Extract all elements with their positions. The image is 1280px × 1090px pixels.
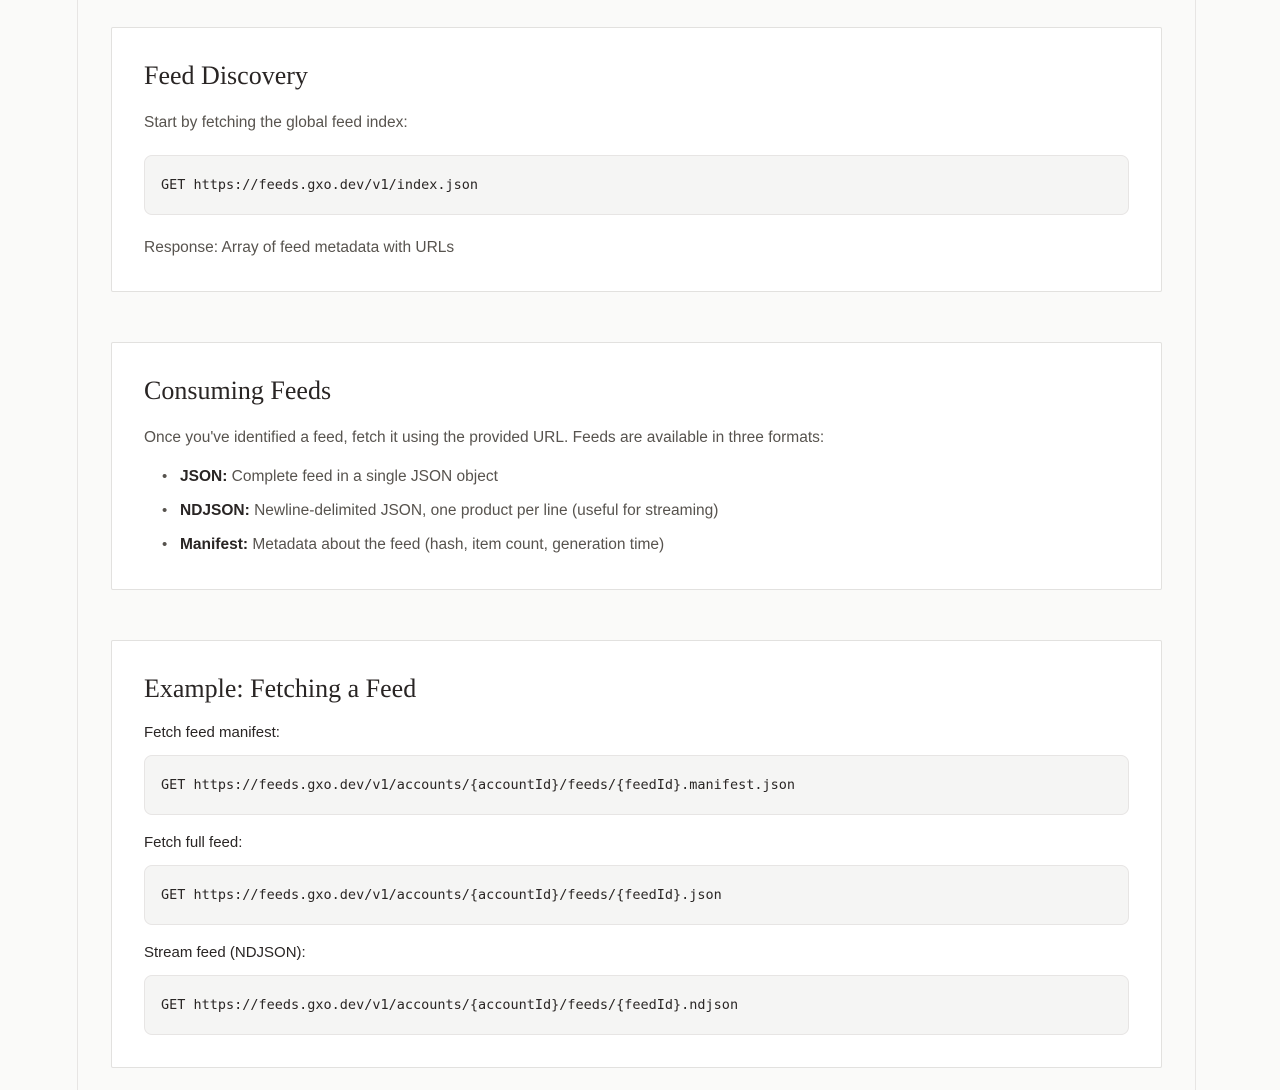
label-stream-feed-ndjson: Stream feed (NDJSON): [144,944,306,961]
example-section-full-feed [144,833,1129,925]
feed-discovery-intro: Start by fetching the global feed index: [144,114,408,131]
card-title-consuming-feeds: Consuming Feeds [144,376,332,405]
example-section-stream-feed [144,943,1129,1035]
format-desc-manifest: Metadata about the feed (hash, item count, generation time) [248,536,665,553]
code-block-fetch-manifest [144,755,1129,815]
code-stream-feed-url: GET https://feeds.gxo.dev/v1/accounts/{accountId}/feeds/{feedId}.ndjson [161,997,739,1013]
list-item-ndjson [162,501,1129,521]
list-item-manifest [162,535,1129,555]
example-section-manifest [144,723,1129,815]
feed-discovery-response-note: Response: Array of feed metadata with URLs [144,239,455,256]
code-block-fetch-full-feed [144,865,1129,925]
card-title-example-fetching-feed: Example: Fetching a Feed [144,674,417,703]
card-title-feed-discovery: Feed Discovery [144,61,308,90]
code-block-stream-feed [144,975,1129,1035]
code-fetch-manifest-url: GET https://feeds.gxo.dev/v1/accounts/{accountId}/feeds/{feedId}.manifest.json [161,777,795,793]
format-term-json: JSON: [180,468,228,485]
format-desc-json: Complete feed in a single JSON object [227,468,498,485]
format-desc-ndjson: Newline-delimited JSON, one product per line (useful for streaming) [249,502,719,519]
card-feed-discovery [111,27,1162,292]
label-fetch-full-feed: Fetch full feed: [144,834,243,851]
feed-formats-list [144,467,1129,555]
content-column [77,0,1196,1090]
card-example-fetching-feed [111,640,1162,1068]
list-item-json [162,467,1129,487]
format-term-ndjson: NDJSON: [180,502,250,519]
code-feed-index-url: GET https://feeds.gxo.dev/v1/index.json [161,177,478,193]
code-block-feed-index [144,155,1129,215]
code-fetch-full-feed-url: GET https://feeds.gxo.dev/v1/accounts/{accountId}/feeds/{feedId}.json [161,887,722,903]
format-term-manifest: Manifest: [180,536,249,553]
label-fetch-feed-manifest: Fetch feed manifest: [144,724,280,741]
card-consuming-feeds [111,342,1162,590]
consuming-feeds-intro: Once you've identified a feed, fetch it using the provided URL. Feeds are available in three formats: [144,429,825,446]
